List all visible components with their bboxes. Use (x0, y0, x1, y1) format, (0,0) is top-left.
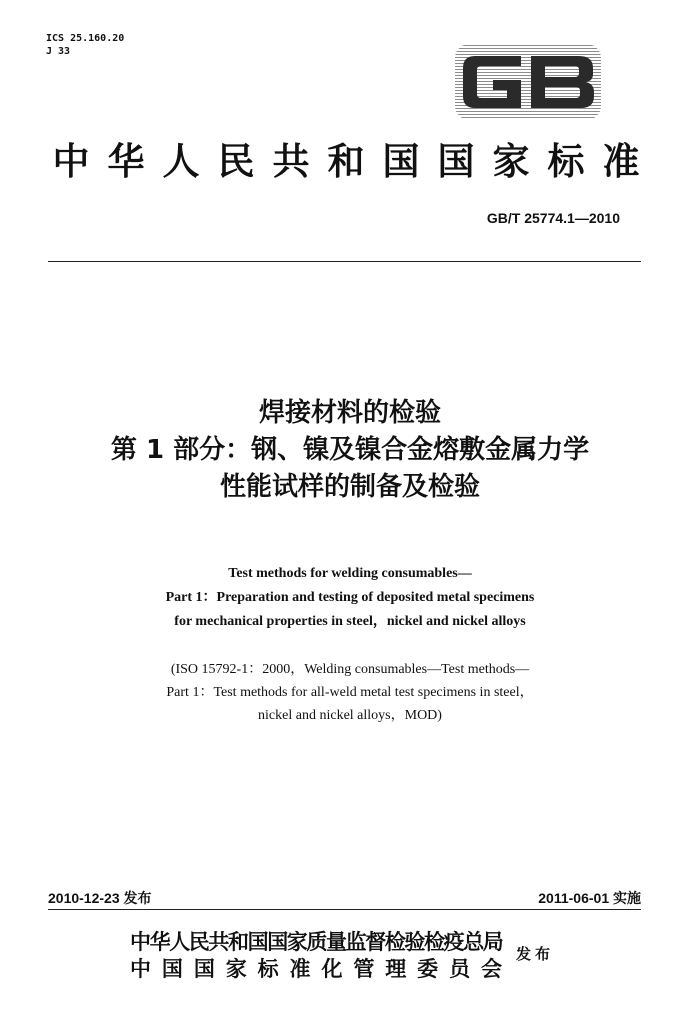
org-title-char: 家 (492, 139, 530, 183)
org-title-char: 准 (602, 139, 640, 183)
iso-reference-line-3: nickel and nickel alloys，MOD) (258, 708, 442, 723)
org-title-char: 华 (107, 139, 145, 183)
issuer-sac-char: 理 (385, 956, 407, 981)
publish-label: 发布 (516, 945, 555, 963)
issuer-sac-char: 国 (161, 956, 183, 981)
ccs-code: J 33 (46, 46, 71, 57)
issuer-sac-char: 管 (353, 956, 375, 981)
issuing-standard-type-title (46, 137, 646, 185)
issuer-sac-char: 家 (225, 956, 247, 981)
org-title-char: 和 (327, 139, 365, 183)
issuer-sac-char: 委 (417, 956, 439, 981)
top-divider (48, 261, 641, 262)
issuer-sac-char: 中 (130, 956, 151, 981)
iso-reference-line-2: Part 1：Test methods for all-weld metal test specimens in steel， (166, 685, 534, 700)
iso-reference-line-1: (ISO 15792-1：2000，Welding consumables—Test methods— (170, 662, 530, 677)
english-title-line-2: Part 1：Preparation and testing of deposited metal specimens (165, 590, 535, 605)
english-title-line-1: Test methods for welding consumables— (228, 566, 472, 581)
issuer-sac-char: 会 (480, 956, 502, 981)
issuer-aqsiq: 中华人民共和国国家质量监督检验检疫总局 (130, 929, 503, 954)
gb-logo (455, 44, 601, 120)
implementation-date: 2011-06-01 实施 (538, 890, 641, 906)
org-title-char: 共 (272, 139, 310, 183)
chinese-title (0, 395, 700, 506)
bottom-divider (48, 909, 641, 910)
english-title (0, 562, 700, 634)
chinese-title-line-2: 第 1 部分：钢、镍及镍合金熔敷金属力学 (110, 435, 590, 465)
date-row (48, 888, 641, 906)
iso-equivalence-reference (0, 658, 700, 727)
issuer-sac-char: 员 (449, 956, 471, 981)
standard-number: GB/T 25774.1—2010 (486, 210, 620, 226)
issue-date: 2010-12-23 发布 (48, 890, 152, 906)
issuing-authorities (130, 928, 510, 982)
org-title-char: 国 (437, 139, 475, 183)
english-title-line-3: for mechanical properties in steel，nickel and nickel alloys (174, 614, 526, 629)
issuer-sac-char: 国 (193, 956, 215, 981)
org-title-char: 标 (547, 139, 585, 183)
org-title-char: 人 (162, 139, 200, 183)
classification-codes (46, 32, 124, 58)
logo-letter-b (531, 56, 594, 108)
chinese-title-line-3: 性能试样的制备及检验 (219, 472, 480, 502)
issuer-sac-char: 化 (321, 956, 343, 981)
org-title-char: 中 (52, 139, 90, 183)
ics-code: ICS 25.160.20 (46, 33, 125, 44)
issuer-sac (130, 955, 502, 982)
chinese-title-line-1: 焊接材料的检验 (258, 398, 441, 428)
org-title-char: 国 (382, 139, 420, 183)
org-title-char: 民 (217, 139, 255, 183)
issuer-sac-char: 准 (289, 956, 311, 981)
issuer-sac-char: 标 (257, 956, 279, 981)
